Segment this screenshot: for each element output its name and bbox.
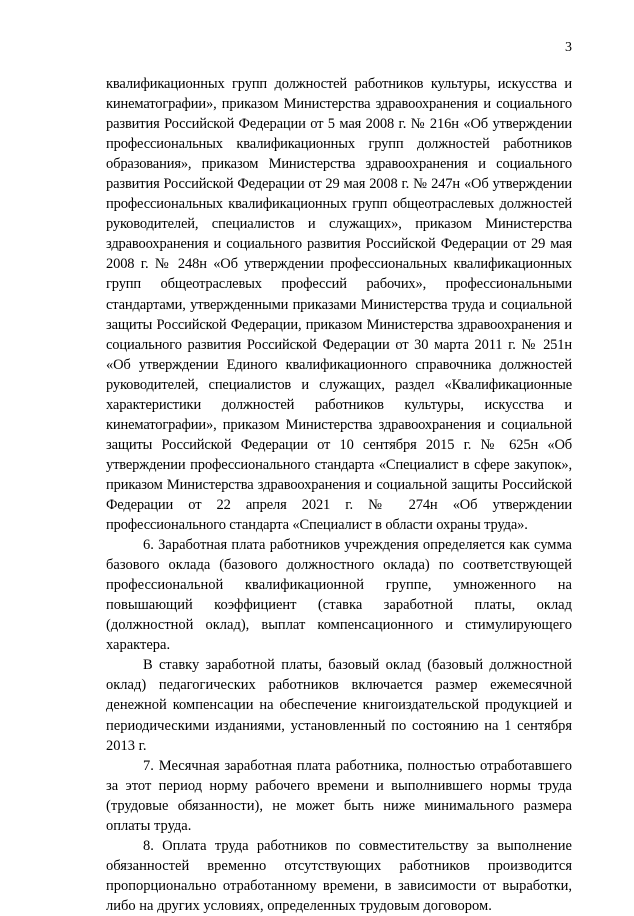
paragraph-base-salary-compensation: В ставку заработной платы, базовый оклад (базовый должностной оклад) педагогических работников включается размер ежемесячной денежной компенсации на обеспечение книгоиздательской продукцией и периодическими изданиями, установленный по состоянию на 1 сентября 2013 г. [106, 657, 572, 754]
page-number: 3 [565, 40, 572, 55]
paragraph-item-8: 8. Оплата труда работников по совместительству за выполнение обязанностей временно отсутствующих работников производится пропорционально отработанному времени, в зависимости от выработки, либо на других условиях, определенных трудовым договором. [106, 837, 572, 914]
paragraph-qualification-groups: квалификационных групп должностей работников культуры, искусства и кинематографии», приказом Министерства здравоохранения и социального развития Российской Федерации от 5 мая 2008 г. № 216н «Об утверждении профессиональных квалификационных групп должностей работников образования», приказом Министерства здравоохранения и социального развития Российской Федерации от 29 мая 2008 г. № 247н «Об утверждении профессиональных квалификационных групп общеотраслевых должностей руководителей, специалистов и служащих», приказом Министерства здравоохранения и социального развития Российской Федерации от 29 мая 2008 г. № 248н «Об утверждении профессиональных квалификационных групп общеотраслевых профессий рабочих», профессиональными стандартами, утвержденными приказами Министерства труда и социальной защиты Российской Федерации, приказом Министерства здравоохранения и социального развития Российской Федерации от 30 марта 2011 г. № 251н «Об утверждении Единого квалификационного справочника должностей руководителей, специалистов и служащих, раздел «Квалификационные характеристики должностей работников культуры, искусства и кинематографии», приказом Министерства здравоохранения и социальной защиты Российской Федерации от 10 сентября 2015 г. № 625н «Об утверждении профессионального стандарта «Специалист в сфере закупок», приказом Министерства здравоохранения и социальной защиты Российской Федерации от 22 апреля 2021 г. № 274н «Об утверждении профессионального стандарта «Специалист в области охраны труда». [106, 76, 572, 534]
paragraph-item-6: 6. Заработная плата работников учреждения определяется как сумма базового оклада (базового должностного оклада) по соответствующей профессиональной квалификационной группе, умноженного на повышающий коэффициент (ставка заработной платы, оклад (должностной оклад), выплат компенсационного и стимулирующего характера. [106, 537, 572, 654]
document-body [106, 74, 572, 916]
paragraph-item-7: 7. Месячная заработная плата работника, полностью отработавшего за этот период норму рабочего времени и выполнившего нормы труда (трудовые обязанности), не может быть ниже минимального размера оплаты труда. [106, 757, 572, 834]
